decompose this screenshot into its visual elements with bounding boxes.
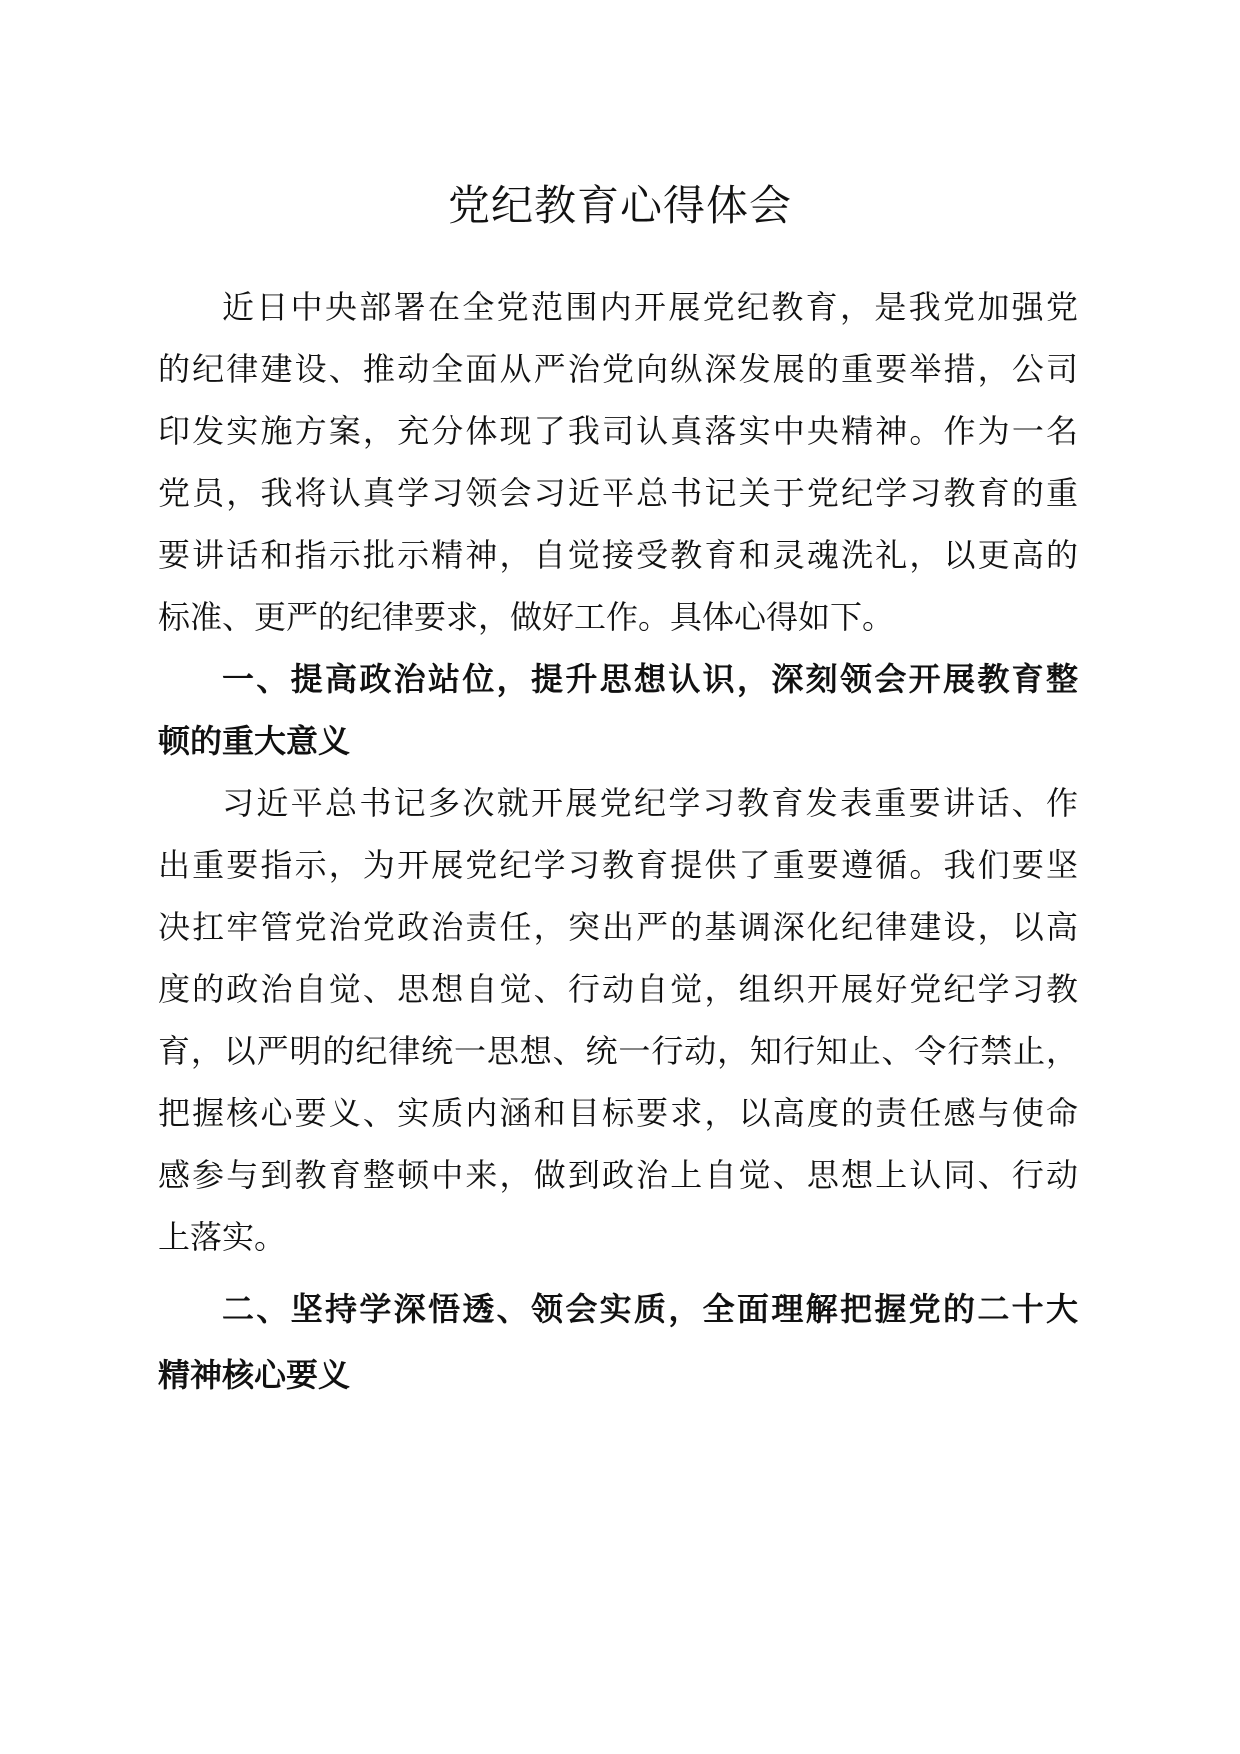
paragraph-1-line-6: 标准、更严的纪律要求，做好工作。具体心得如下。 [158,598,895,636]
paragraph-2-line-3: 决扛牢管党治党政治责任，突出严的基调深化纪律建设，以高 [158,908,1078,946]
paragraph-2-line-2: 出重要指示，为开展党纪学习教育提供了重要遵循。我们要坚 [158,846,1078,884]
document-title: 党纪教育心得体会 [447,181,792,230]
section-heading-2-line-2: 精神核心要义 [158,1356,351,1394]
paragraph-1-line-4: 党员，我将认真学习领会习近平总书记关于党纪学习教育的重 [158,474,1078,512]
paragraph-1-line-5: 要讲话和指示批示精神，自觉接受教育和灵魂洗礼，以更高的 [158,536,1078,574]
paragraph-2-line-8: 上落实。 [158,1218,287,1256]
section-heading-1-line-2: 顿的重大意义 [158,722,351,760]
paragraph-1-line-2: 的纪律建设、推动全面从严治党向纵深发展的重要举措，公司 [158,350,1078,388]
section-heading-1-line-1: 一、提高政治站位，提升思想认识，深刻领会开展教育整 [222,660,1078,698]
paragraph-2-line-4: 度的政治自觉、思想自觉、行动自觉，组织开展好党纪学习教 [158,970,1078,1008]
paragraph-2-line-6: 把握核心要义、实质内涵和目标要求，以高度的责任感与使命 [158,1094,1078,1132]
paragraph-2-line-5: 育，以严明的纪律统一思想、统一行动，知行知止、令行禁止， [158,1032,1078,1070]
paragraph-2-line-1: 习近平总书记多次就开展党纪学习教育发表重要讲话、作 [222,784,1078,822]
paragraph-2-line-7: 感参与到教育整顿中来，做到政治上自觉、思想上认同、行动 [158,1156,1078,1194]
section-heading-2-line-1: 二、坚持学深悟透、领会实质，全面理解把握党的二十大 [222,1290,1078,1328]
paragraph-1-line-3: 印发实施方案，充分体现了我司认真落实中央精神。作为一名 [158,412,1078,450]
paragraph-1-line-1: 近日中央部署在全党范围内开展党纪教育，是我党加强党 [222,288,1078,326]
